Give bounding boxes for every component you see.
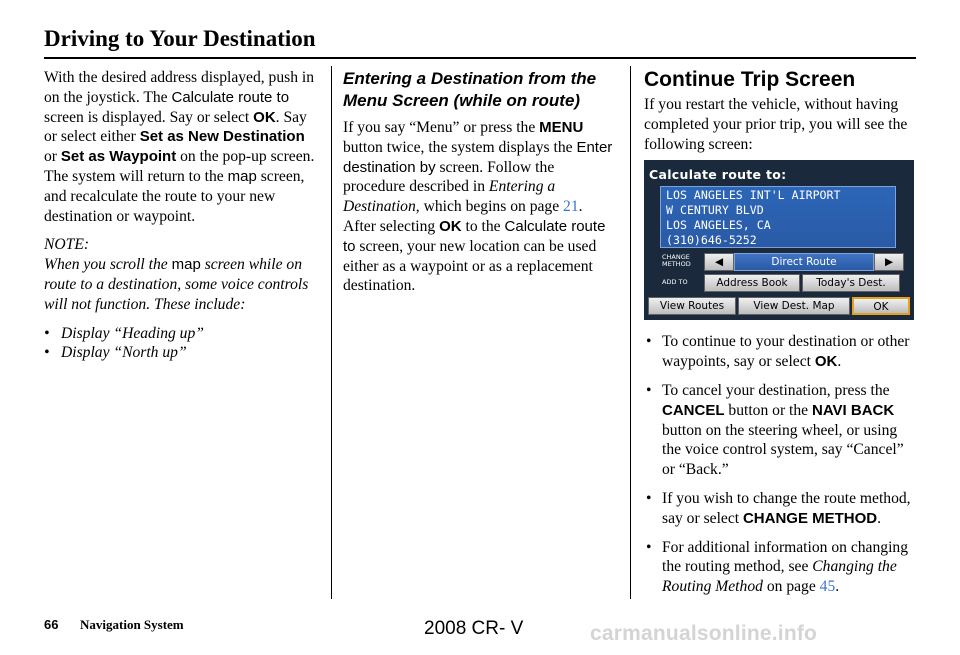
term-set-as-waypoint: Set as Waypoint (60, 148, 177, 166)
todays-dest-button[interactable]: Today's Dest. (802, 274, 900, 292)
view-routes-button[interactable]: View Routes (648, 297, 736, 315)
change-method-label: CHANGE METHOD (662, 253, 691, 269)
address-line: LOS ANGELES INT'L AIRPORT (666, 188, 841, 203)
address-box (660, 186, 896, 248)
list-item: • Display “Heading up” (44, 324, 316, 344)
column-1 (44, 68, 316, 363)
paragraph-menu-screen: If you say “Menu” or press the MENU button twice, the system displays the Enter destination by screen. Follow the procedure described in Entering a Destination, which begins on page 21. After selecting OK to the Calculate route to screen, your new location can be used either as a waypoint or as a replacement destination. (343, 119, 613, 295)
note-label: NOTE: (44, 236, 90, 254)
note-text: When you scroll the map screen while on route to a destination, some voice controls will not function. These include: (44, 256, 309, 313)
column-2 (343, 68, 615, 305)
add-to-label: ADD TO (662, 278, 688, 287)
section-heading-menu-screen: Entering a Destination from the Menu Screen (while on route) (343, 69, 597, 110)
paragraph-continue-intro: If you restart the vehicle, without having completed your prior trip, you will see the following screen: (644, 96, 908, 153)
ok-button[interactable]: OK (852, 297, 910, 315)
section-heading-continue-trip: Continue Trip Screen (644, 68, 856, 91)
footer-section: Navigation System (80, 617, 184, 632)
view-dest-map-button[interactable]: View Dest. Map (738, 297, 850, 315)
watermark: carmanualsonline.info (590, 622, 818, 645)
column-divider (331, 66, 332, 599)
column-3 (644, 68, 916, 606)
next-method-button[interactable]: ▶ (874, 253, 904, 271)
screen-title: Calculate route to: (649, 167, 787, 183)
note-list (44, 324, 316, 364)
page-title: Driving to Your Destination (44, 26, 316, 51)
address-line: W CENTURY BLVD (666, 203, 764, 218)
route-method-display[interactable]: Direct Route (734, 253, 874, 271)
column-divider (630, 66, 631, 599)
list-item: • To continue to your destination or other waypoints, say or select OK. (644, 332, 916, 372)
title-rule (44, 57, 916, 59)
page-number: 66 (44, 617, 59, 632)
page-link-45[interactable]: 45 (819, 578, 836, 596)
continue-trip-screenshot (644, 160, 914, 320)
prev-method-button[interactable]: ◀ (704, 253, 734, 271)
paragraph-recalculate: With the desired address displayed, push in on the joystick. The Calculate route to screen is displayed. Say or select OK. Say or select either Set as New Destination or Set as Waypoint on the pop-up screen. The system will return to the map screen, and recalculate the route to your new destination or waypoint. (44, 69, 315, 225)
list-item: • To cancel your destination, press the CANCEL button or the NAVI BACK button on the steering wheel, or using the voice control system, say “Cancel” or “Back.” (644, 381, 916, 480)
address-line: (310)646-5252 (666, 233, 757, 248)
list-item: • If you wish to change the route method, say or select CHANGE METHOD. (644, 489, 916, 529)
term-map: map (227, 167, 257, 185)
term-set-as-new-destination: Set as New Destination (139, 128, 305, 146)
page-link-21[interactable]: 21 (563, 198, 579, 216)
address-line: LOS ANGELES, CA (666, 218, 771, 233)
list-item: • Display “North up” (44, 343, 316, 363)
term-calculate-route-to: Calculate route to (171, 88, 290, 106)
term-ok: OK (253, 108, 276, 126)
footer-model: 2008 CR- V (424, 618, 524, 639)
continue-trip-list (644, 332, 916, 597)
list-item: • For additional information on changing the routing method, see Changing the Routing Method on page 45. (644, 538, 916, 597)
address-book-button[interactable]: Address Book (704, 274, 800, 292)
